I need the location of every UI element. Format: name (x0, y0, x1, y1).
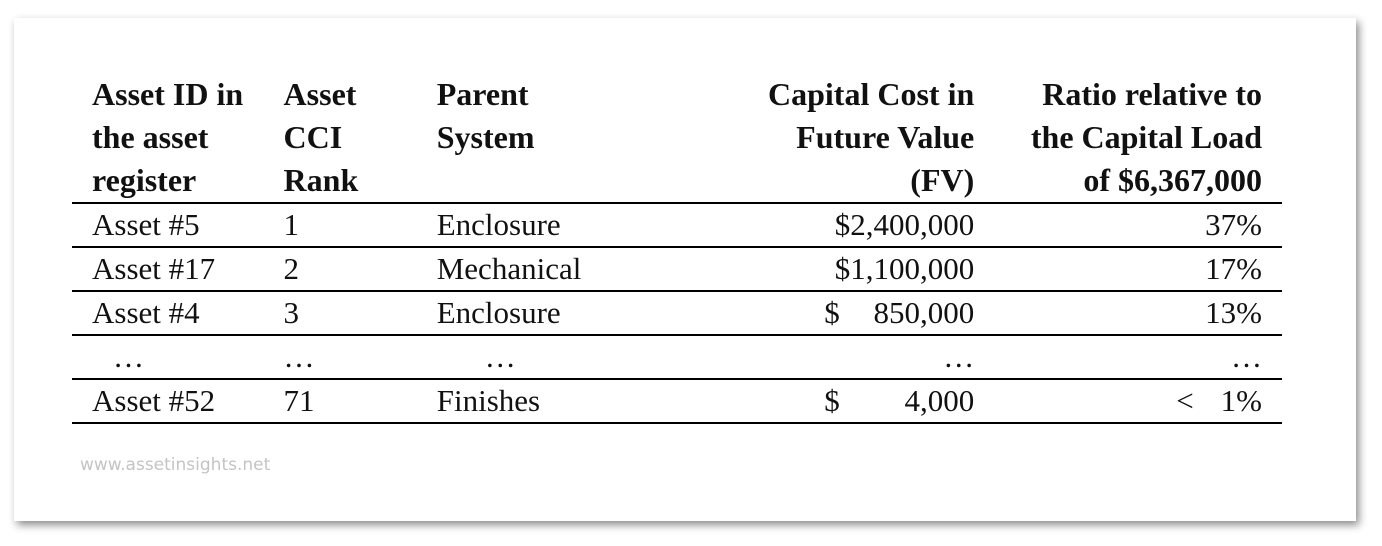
cell-ratio: 13% (994, 291, 1282, 335)
table-row (72, 291, 1282, 335)
header-capital-cost (614, 73, 994, 203)
cell-system: Enclosure (417, 291, 615, 335)
cell-cost (614, 203, 994, 247)
cell-ratio: … (994, 335, 1282, 379)
ratio-value: 1% (1220, 383, 1262, 418)
cell-system: Mechanical (417, 247, 615, 291)
header-line: Capital Cost in (768, 76, 975, 112)
header-line: Asset (283, 76, 357, 112)
cell-asset: Asset #4 (72, 291, 264, 335)
header-line: register (92, 162, 197, 198)
currency-symbol: $ (824, 383, 840, 418)
cost-split (824, 383, 974, 419)
header-line: Ratio relative to (1042, 76, 1262, 112)
cell-rank: 2 (264, 247, 417, 291)
cell-cost (614, 335, 994, 379)
header-line: the asset (92, 119, 209, 155)
table-row (72, 203, 1282, 247)
header-line: (FV) (910, 162, 975, 198)
cost-value: $1,100,000 (834, 251, 975, 286)
currency-symbol: $ (824, 295, 840, 330)
header-line: Future Value (796, 119, 975, 155)
cell-cost (614, 379, 994, 423)
cell-rank: 1 (264, 203, 417, 247)
cell-system: Finishes (417, 379, 615, 423)
table-row (72, 335, 1282, 379)
cell-asset: Asset #5 (72, 203, 264, 247)
header-line: CCI Rank (283, 119, 359, 198)
cell-ratio: 37% (994, 203, 1282, 247)
cell-asset: … (72, 335, 264, 379)
cell-ratio (994, 379, 1282, 423)
cost-value: $2,400,000 (834, 207, 975, 242)
cell-asset: Asset #52 (72, 379, 264, 423)
cost-value: … (943, 339, 975, 374)
cell-rank: … (264, 335, 417, 379)
cell-rank: 3 (264, 291, 417, 335)
header-line: the Capital Load (1030, 119, 1262, 155)
cell-rank: 71 (264, 379, 417, 423)
header-ratio (994, 73, 1282, 203)
cell-system: … (417, 335, 615, 379)
table-row (72, 379, 1282, 423)
header-asset-id (72, 73, 264, 203)
table-card (14, 18, 1356, 521)
website-watermark: www.assetinsights.net (80, 455, 271, 475)
header-line: System (436, 119, 535, 155)
cell-system: Enclosure (417, 203, 615, 247)
header-line: Asset ID in (92, 76, 244, 112)
header-cci-rank (264, 73, 417, 203)
less-than-sign: < (1176, 383, 1194, 418)
cell-ratio: 17% (994, 247, 1282, 291)
header-line: Parent (436, 76, 529, 112)
cell-asset: Asset #17 (72, 247, 264, 291)
ratio-split (1176, 383, 1262, 419)
asset-capital-table (72, 73, 1282, 424)
cost-split (824, 295, 974, 331)
cost-value: 850,000 (873, 295, 975, 330)
table-header-row (72, 73, 1282, 203)
header-parent-system (417, 73, 615, 203)
cell-cost (614, 247, 994, 291)
header-line: of $6,367,000 (1083, 162, 1262, 198)
cost-value: 4,000 (904, 383, 975, 418)
table-row (72, 247, 1282, 291)
cell-cost (614, 291, 994, 335)
